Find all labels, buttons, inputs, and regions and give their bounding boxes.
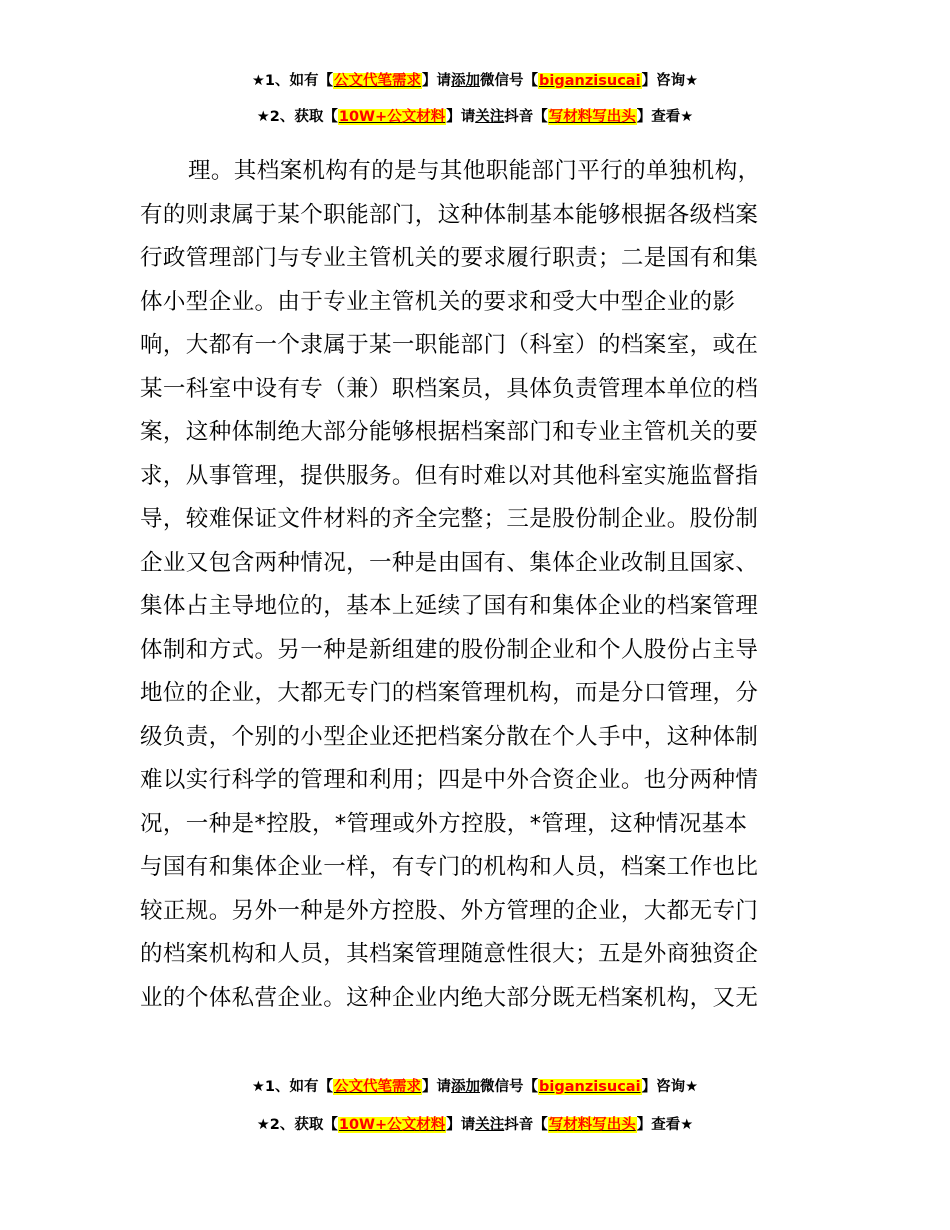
banner-1-underlined: 添加	[451, 1079, 481, 1095]
banner-line-1	[0, 70, 950, 92]
body-line: 体小型企业。由于专业主管机关的要求和受大中型企业的影	[140, 288, 736, 315]
banner-2-highlight-materials: 10W+公文材料	[338, 109, 446, 125]
banner-1-highlight-wechat: biganzisucai	[539, 1079, 641, 1095]
body-line: 级负责，个别的小型企业还把档案分散在个人手中，这种体制	[140, 723, 759, 750]
banner-2-mid2: 抖音【	[504, 1117, 548, 1133]
banner-2-highlight-douyin: 写材料写出头	[548, 109, 636, 125]
banner-2-suffix: 】查看★	[636, 1117, 694, 1133]
banner-line-2-bottom	[0, 1114, 950, 1136]
banner-2-suffix: 】查看★	[636, 109, 694, 125]
body-line: 与国有和集体企业一样，有专门的机构和人员，档案工作也比	[140, 854, 759, 880]
banner-1-suffix: 】咨询★	[641, 73, 699, 89]
body-line: 某一科室中设有专（兼）职档案员，具体负责管理本单位的档	[140, 375, 759, 402]
banner-line-2	[0, 106, 950, 128]
body-line: 业的个体私营企业。这种企业内绝大部分既无档案机构，又无	[140, 984, 759, 1011]
banner-1-underlined: 添加	[451, 73, 481, 89]
banner-1-mid: 】请	[422, 1079, 452, 1095]
body-line: 的档案机构和人员，其档案管理随意性很大；五是外商独资企	[140, 941, 759, 967]
body-line: 行政管理部门与专业主管机关的要求履行职责；二是国有和集	[140, 245, 759, 271]
banner-2-mid: 】请	[446, 1117, 476, 1133]
body-line: 况，一种是*控股，*管理或外方控股，*管理，这种情况基本	[140, 810, 748, 837]
banner-1-mid2: 微信号【	[480, 1079, 539, 1095]
banner-1-highlight-service: 公文代笔需求	[334, 1079, 422, 1095]
banner-2-highlight-materials: 10W+公文材料	[338, 1117, 446, 1133]
banner-2-highlight-douyin: 写材料写出头	[548, 1117, 636, 1133]
banner-2-mid2: 抖音【	[504, 109, 548, 125]
body-line: 体制和方式。另一种是新组建的股份制企业和个人股份占主导	[140, 636, 759, 663]
banner-1-prefix: ★1、如有【	[251, 1079, 334, 1095]
body-line: 有的则隶属于某个职能部门，这种体制基本能够根据各级档案	[140, 201, 759, 228]
body-line: 难以实行科学的管理和利用；四是中外合资企业。也分两种情	[140, 767, 759, 793]
banner-1-highlight-service: 公文代笔需求	[334, 73, 422, 89]
banner-2-mid: 】请	[446, 109, 476, 125]
body-line: 导，较难保证文件材料的齐全完整；三是股份制企业。股份制	[140, 506, 759, 532]
banner-1-prefix: ★1、如有【	[251, 73, 334, 89]
banner-2-underlined: 关注	[475, 1117, 505, 1133]
banner-1-mid: 】请	[422, 73, 452, 89]
banner-1-suffix: 】咨询★	[641, 1079, 699, 1095]
body-line: 集体占主导地位的，基本上延续了国有和集体企业的档案管理	[140, 593, 759, 619]
body-line: 地位的企业，大都无专门的档案管理机构，而是分口管理，分	[140, 680, 759, 706]
document-body	[140, 150, 812, 1020]
body-line: 理。其档案机构有的是与其他职能部门平行的单独机构，	[188, 158, 761, 184]
banner-2-underlined: 关注	[475, 109, 505, 125]
banner-line-1-bottom	[0, 1076, 950, 1098]
banner-2-prefix: ★2、获取【	[256, 109, 338, 125]
body-line: 案，这种体制绝大部分能够根据档案部门和专业主管机关的要	[140, 419, 759, 445]
body-line: 企业又包含两种情况，一种是由国有、集体企业改制且国家、	[140, 549, 759, 576]
body-line: 较正规。另外一种是外方控股、外方管理的企业，大都无专门	[140, 897, 759, 924]
banner-1-highlight-wechat: biganzisucai	[539, 73, 641, 89]
body-line: 求，从事管理，提供服务。但有时难以对其他科室实施监督指	[140, 462, 759, 489]
banner-2-prefix: ★2、获取【	[256, 1117, 338, 1133]
banner-1-mid2: 微信号【	[480, 73, 539, 89]
body-line: 响，大都有一个隶属于某一职能部门（科室）的档案室，或在	[140, 332, 759, 358]
